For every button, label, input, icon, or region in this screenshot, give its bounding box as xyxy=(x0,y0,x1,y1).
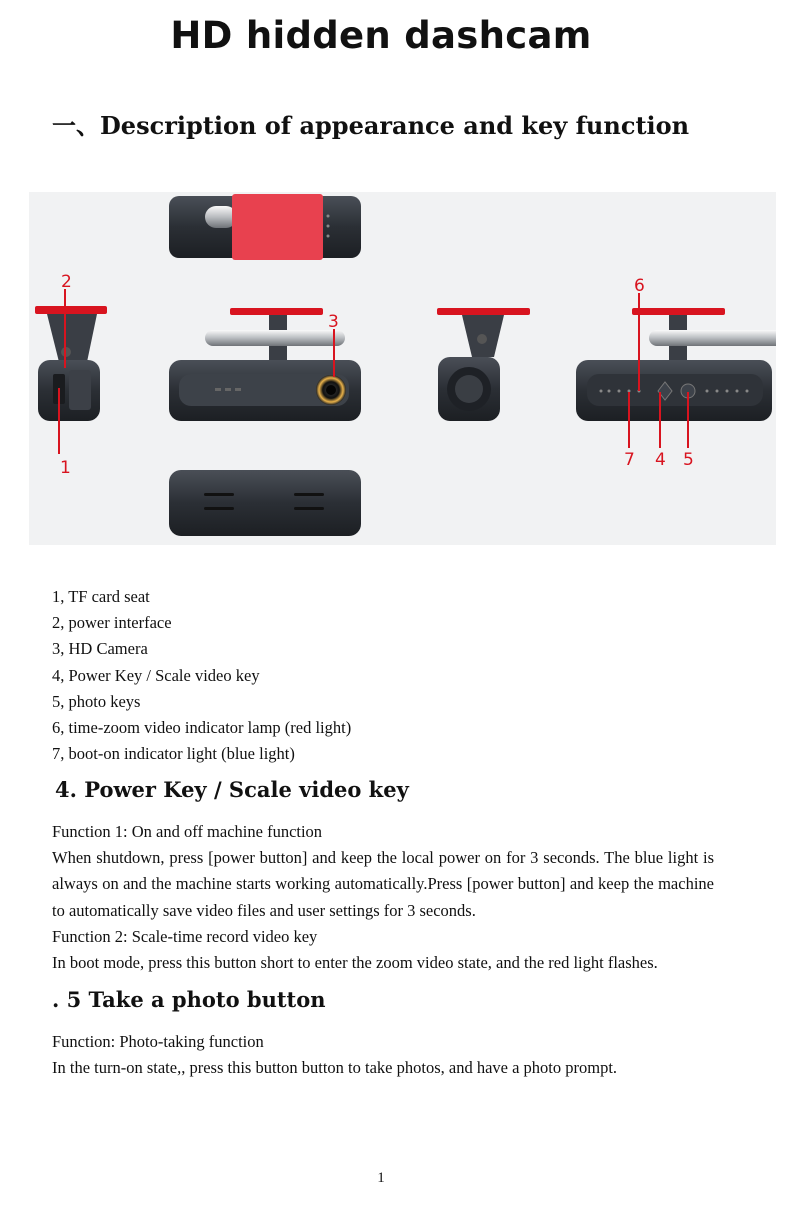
photo-button-text xyxy=(52,1029,714,1081)
top-view xyxy=(169,194,361,260)
callout-3: 3 xyxy=(328,312,339,332)
callout-6: 6 xyxy=(634,276,645,296)
callout-1: 1 xyxy=(60,458,71,478)
button-panel-view xyxy=(576,308,776,421)
callout-7: 7 xyxy=(624,450,635,470)
power-key-text xyxy=(52,819,714,976)
legend-item: 7, boot-on indicator light (blue light) xyxy=(52,744,295,764)
photo-button-heading: . 5 Take a photo button xyxy=(52,987,326,1012)
paragraph-line: Function: Photo-taking function xyxy=(52,1032,264,1051)
section-heading: 一、Description of appearance and key function xyxy=(52,111,690,140)
callout-2: 2 xyxy=(61,272,72,292)
paragraph-line: Function 1: On and off machine function xyxy=(52,822,323,841)
callout-5: 5 xyxy=(683,450,694,470)
legend-list xyxy=(52,584,351,767)
legend-item: 4, Power Key / Scale video key xyxy=(52,665,260,685)
paragraph-line: In boot mode, press this button short to enter the zoom video state, and the red light flashes. xyxy=(52,953,658,973)
power-key-heading: 4. Power Key / Scale video key xyxy=(55,777,409,802)
paragraph-line: Function 2: Scale-time record video key xyxy=(52,926,318,946)
legend-item: 5, photo keys xyxy=(52,691,141,711)
rear-view xyxy=(437,308,530,421)
dashcam-diagram xyxy=(29,192,776,545)
left-side-view xyxy=(35,306,107,421)
paragraph-line: In the turn-on state,, press this button button to take photos, and have a photo prompt. xyxy=(52,1058,618,1078)
legend-item: 3, HD Camera xyxy=(52,639,148,659)
legend-item: 1, TF card seat xyxy=(52,587,150,606)
paragraph-line: When shutdown, press [power button] and keep the local power on for 3 seconds. The blue light is always on and the machine starts working automatically.Press [power button] and keep the machine to automatically save video files and user settings for 3 seconds. xyxy=(52,848,714,920)
page-number: 1 xyxy=(377,1170,385,1186)
bottom-view xyxy=(169,470,361,536)
document-title: HD hidden dashcam xyxy=(170,14,592,57)
legend-item: 2, power interface xyxy=(52,613,172,633)
callout-4: 4 xyxy=(655,450,666,470)
legend-item: 6, time-zoom video indicator lamp (red light) xyxy=(52,718,352,738)
